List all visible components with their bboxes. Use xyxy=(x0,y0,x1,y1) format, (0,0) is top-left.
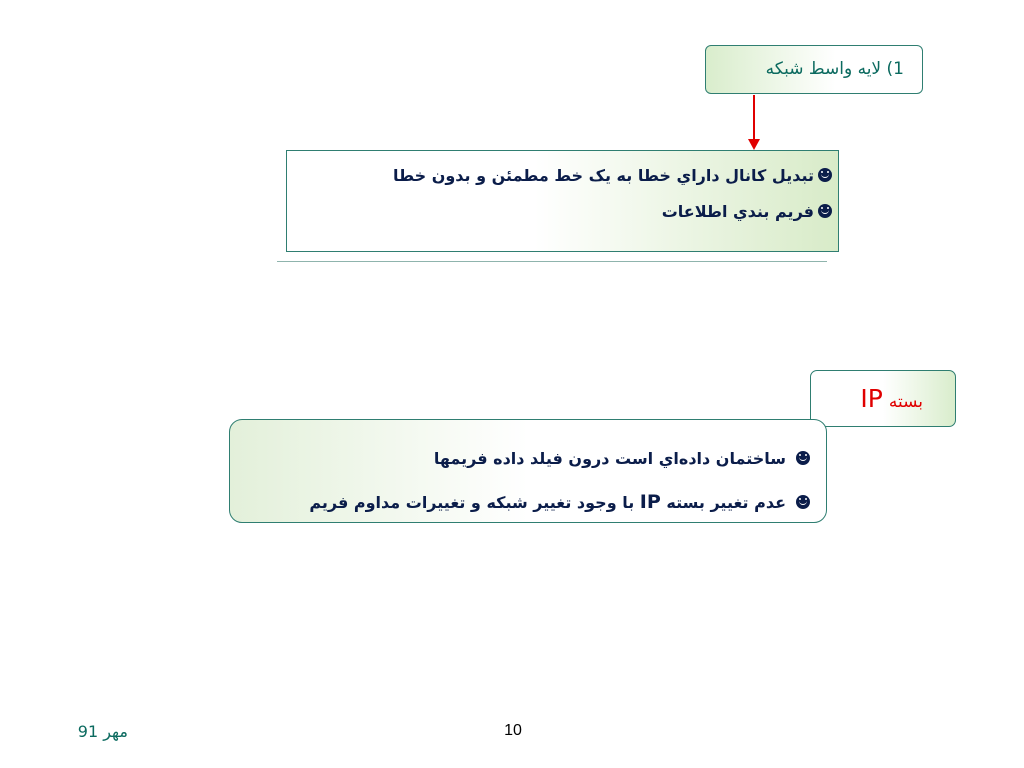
ip-packet-item xyxy=(230,436,810,480)
smiley-bullet-icon xyxy=(818,168,832,182)
ip-packet-text: ساختمان داده‌اي است درون فيلد داده فريمها xyxy=(433,448,786,468)
down-arrow-icon xyxy=(748,139,760,150)
network-interface-layer-title xyxy=(705,45,923,94)
ip-packet-text-part2: با وجود تغيير شبکه و تغييرات مداوم فريم xyxy=(309,492,635,512)
smiley-bullet-icon xyxy=(796,451,810,465)
smiley-bullet-icon xyxy=(818,204,832,218)
layer-functions-box xyxy=(286,150,839,252)
smiley-bullet-icon xyxy=(796,495,810,509)
ip-packet-item xyxy=(230,480,810,524)
layer-function-item xyxy=(287,193,832,229)
divider-line xyxy=(277,261,827,262)
ip-packet-title xyxy=(810,370,956,427)
down-arrow-shaft xyxy=(753,95,755,141)
ip-packet-title-word: بسته xyxy=(888,392,923,412)
layer-function-item xyxy=(287,157,832,193)
ip-packet-text-part1: عدم تغيير بسته xyxy=(666,492,786,512)
ip-packet-box xyxy=(229,419,827,523)
page-number: 10 xyxy=(504,722,522,739)
ip-packet-title-ip: IP xyxy=(860,384,883,413)
network-interface-layer-title-text: 1) لایه واسط شبکه xyxy=(765,59,904,79)
layer-function-text: تبديل کانال داراي خطا به يک خط مطمئن و بدون خطا xyxy=(393,165,814,185)
ip-packet-text-ip: IP xyxy=(639,491,661,513)
footer-date: مهر 91 xyxy=(77,722,128,741)
layer-function-text: فريم بندي اطلاعات xyxy=(661,201,814,221)
